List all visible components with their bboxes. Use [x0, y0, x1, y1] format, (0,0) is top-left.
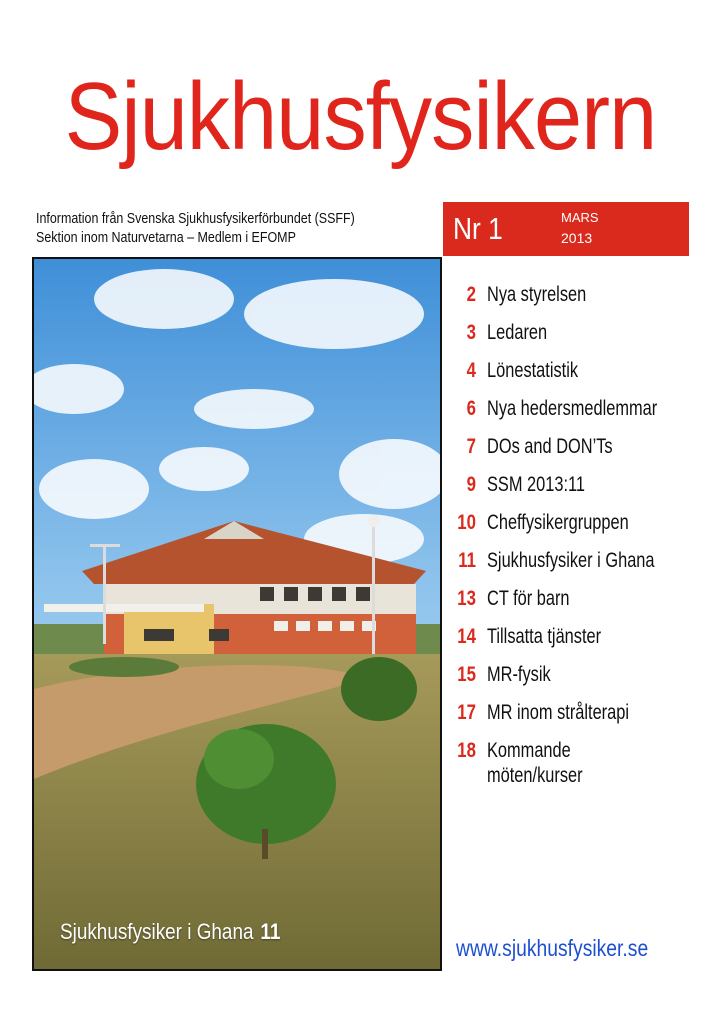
- toc-item-ledaren[interactable]: [452, 320, 702, 358]
- issue-year: 2013: [561, 230, 593, 246]
- cover-photo: [32, 257, 442, 971]
- toc-item-nya-styrelsen[interactable]: [452, 282, 702, 320]
- issue-number: Nr 1: [453, 211, 503, 246]
- toc-page-number: 11: [458, 549, 476, 572]
- toc-title: DOs and DON’Ts: [487, 435, 613, 458]
- toc-title: Cheffysikergruppen: [487, 511, 629, 534]
- photo-caption-text: Sjukhusfysiker i Ghana: [60, 919, 254, 944]
- photo-caption: [60, 919, 280, 945]
- toc-page-number: 15: [457, 663, 476, 686]
- organization-info: [36, 210, 355, 248]
- toc-title: Tillsatta tjänster: [487, 625, 602, 648]
- toc-item-lonestatistik[interactable]: [452, 358, 702, 396]
- toc-page-number: 9: [466, 473, 476, 496]
- toc-item-cheffysikergruppen[interactable]: [452, 510, 702, 548]
- toc-page-number: 14: [457, 625, 476, 648]
- toc-title: Sjukhusfysiker i Ghana: [487, 549, 655, 572]
- toc-item-ssm[interactable]: [452, 472, 702, 510]
- toc-item-mr-inom-stralterapi[interactable]: [452, 700, 702, 738]
- toc-page-number: 7: [466, 435, 476, 458]
- toc-title: MR-fysik: [487, 663, 551, 686]
- website-link[interactable]: www.sjukhusfysiker.se: [456, 935, 649, 961]
- org-info-line-2: Sektion inom Naturvetarna – Medlem i EFOMP: [36, 230, 296, 246]
- toc-title-line-1: Kommande: [487, 739, 571, 762]
- toc-page-number: 10: [457, 511, 476, 534]
- issue-month: MARS: [561, 210, 599, 225]
- magazine-title: Sjukhusfysikern: [64, 63, 657, 170]
- toc-title: Nya hedersmedlemmar: [487, 397, 658, 420]
- toc-title: [487, 738, 690, 788]
- toc-item-nya-hedersmedlemmar[interactable]: [452, 396, 702, 434]
- toc-title: CT för barn: [487, 587, 570, 610]
- toc-title: SSM 2013:11: [487, 473, 586, 496]
- issue-banner: [443, 202, 689, 256]
- toc-page-number: 2: [466, 283, 476, 306]
- table-of-contents: [452, 282, 702, 802]
- toc-item-tillsatta-tjanster[interactable]: [452, 624, 702, 662]
- toc-item-dos-and-donts[interactable]: [452, 434, 702, 472]
- org-info-line-1: Information från Svenska Sjukhusfysikerförbundet (SSFF): [36, 211, 355, 227]
- toc-page-number: 4: [466, 359, 476, 382]
- toc-title: Ledaren: [487, 321, 548, 344]
- toc-item-mr-fysik[interactable]: [452, 662, 702, 700]
- toc-item-sjukhusfysiker-i-ghana[interactable]: [452, 548, 702, 586]
- toc-page-number: 17: [457, 701, 476, 724]
- ghana-hospital-illustration: [34, 259, 440, 969]
- toc-item-ct-for-barn[interactable]: [452, 586, 702, 624]
- toc-page-number: 13: [457, 587, 476, 610]
- toc-item-kommande-moten[interactable]: [452, 738, 702, 802]
- photo-caption-page: 11: [260, 919, 281, 944]
- toc-title: Nya styrelsen: [487, 283, 587, 306]
- toc-page-number: 6: [466, 397, 476, 420]
- toc-title-line-2: möten/kurser: [487, 764, 583, 787]
- toc-title: Lönestatistik: [487, 359, 579, 382]
- toc-page-number: 3: [466, 321, 476, 344]
- toc-page-number: 18: [457, 739, 476, 762]
- toc-title: MR inom strålterapi: [487, 701, 630, 724]
